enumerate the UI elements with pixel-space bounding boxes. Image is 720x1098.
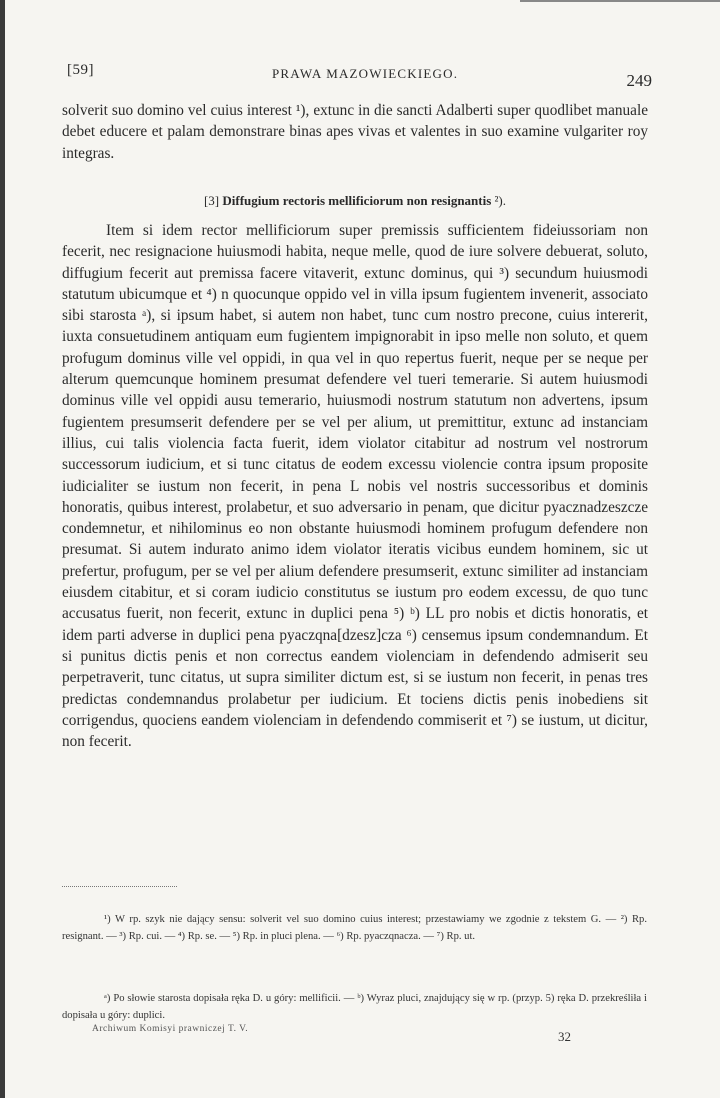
section-title: Diffugium rectoris mellificiorum non resignantis bbox=[222, 193, 492, 208]
section-note-mark: ²). bbox=[494, 193, 507, 208]
page-top-edge bbox=[520, 0, 720, 2]
header-bracket-number: [59] bbox=[67, 62, 94, 78]
lettered-footnotes: ᵃ) Po słowie starosta dopisała ręka D. u góry: mellificii. — ᵇ) Wyraz pluci, znajdujący się w rp. (przyp. 5) ręka D. przekreśliła i dopisała u góry: duplici. bbox=[62, 993, 647, 1021]
section-heading bbox=[62, 193, 648, 209]
sheet-number: 32 bbox=[558, 1029, 571, 1044]
footnote-separator bbox=[62, 886, 177, 887]
numbered-footnotes: ¹) W rp. szyk nie dający sensu: solverit vel suo domino cuius interest; przestawiamy we zgodnie z tekstem G. — ²) Rp. resignant. — ³) Rp. cui. — ⁴) Rp. se. — ⁵) Rp. in pluci plena. — ⁶) Rp. pyaczqnacza. — ⁷) Rp. ut. bbox=[62, 914, 647, 942]
running-header bbox=[67, 58, 652, 98]
intro-paragraph: solverit suo domino vel cuius interest ¹), extunc in die sancti Adalberti super quodlibet manuale debet educere et palam demonstrare binas apes vivas et valentes in suo examine vulgariter roy integras. bbox=[62, 102, 648, 162]
page-left-edge bbox=[0, 0, 5, 1098]
section-number: [3] bbox=[203, 193, 220, 208]
body-paragraph: Item si idem rector mellificiorum super premissis sufficientem fideiussoriam non fecerit, nec resignacione huiusmodi habita, neque melle, quod de iure solvere debuerat, soluto, diffugium fecerit aut premissa facere vitaverit, extunc dominus, qui ³) secundum huiusmodi statutum ubicumque et ⁴) n quocunque oppido vel in villa ipsum fugientem invenerit, associato sibi starosta ᵃ), si ipsum habet, si autem non habet, tunc cum nostro precone, cuius intererit, iuxta consuetudinem antiquam eum fugientem impignorabit in ipso melle non soluto, et quem profugum dominus ville vel oppidi, in qua vel in quo repertus fuerit, neque per se neque per alterum quemcunque hominem presumat defendere vel tueri temerarie. Si autem huiusmodi dominus ville vel oppidi ausu temerario, huiusmodi nostrum statutum non advertens, ipsum fugientem presumserit defendere per se vel per alium, ut premittitur, extunc ad instanciam illius, cui talis violencia facta fuerit, idem violator citabitur ad nostrum vel nostrorum successorum iudicium, et si tunc citatus de eodem excessu violencie contra ipsum proposite iudicialiter se iustum non fecerit, in pena L nobis vel nostris successoribus et dominis honoratis, quibus interest, prolabetur, et suo adversario in penam, que dicitur pyacznadzeszcze condemnetur, et nihilominus eo non obstante huiusmodi hominem profugum defendere non presumat. Si autem indurato animo idem violator iteratis vicibus eundem hominem, sic ut prefertur, profugum, per se vel per alium defendere presumserit, extunc similiter ad instanciam eiusdem citabitur, et si coram iudicio constitutus se iustum pro eodem excessu, de quo tunc accusatus fuerit, non fecerit, extunc in duplici pena ⁵) ᵇ) LL pro nobis et dictis honoratis, et idem parti adverse in duplici pena pyaczqna[dzesz]cza ⁶) censemus ipsum condemnandum. Et si punitus dictis penis et non correctus eandem violenciam in defendendo admiserit seu perpetraverit, tunc citatus, ut supra similiter dictum est, si se iustum non fecerit, in penas tres predictas condemnandus prolabetur per iudicium. Et tociens dictis penis inobediens sit corrigendus, quociens eandem violenciam in defendendo commiserit et ⁷) se iustum, ut dicitur, non fecerit. bbox=[62, 222, 648, 751]
archive-signature: Archiwum Komisyi prawniczej T. V. bbox=[92, 1024, 249, 1034]
header-title: PRAWA MAZOWIECKIEGO. bbox=[272, 66, 459, 81]
page-number: 249 bbox=[626, 71, 652, 90]
